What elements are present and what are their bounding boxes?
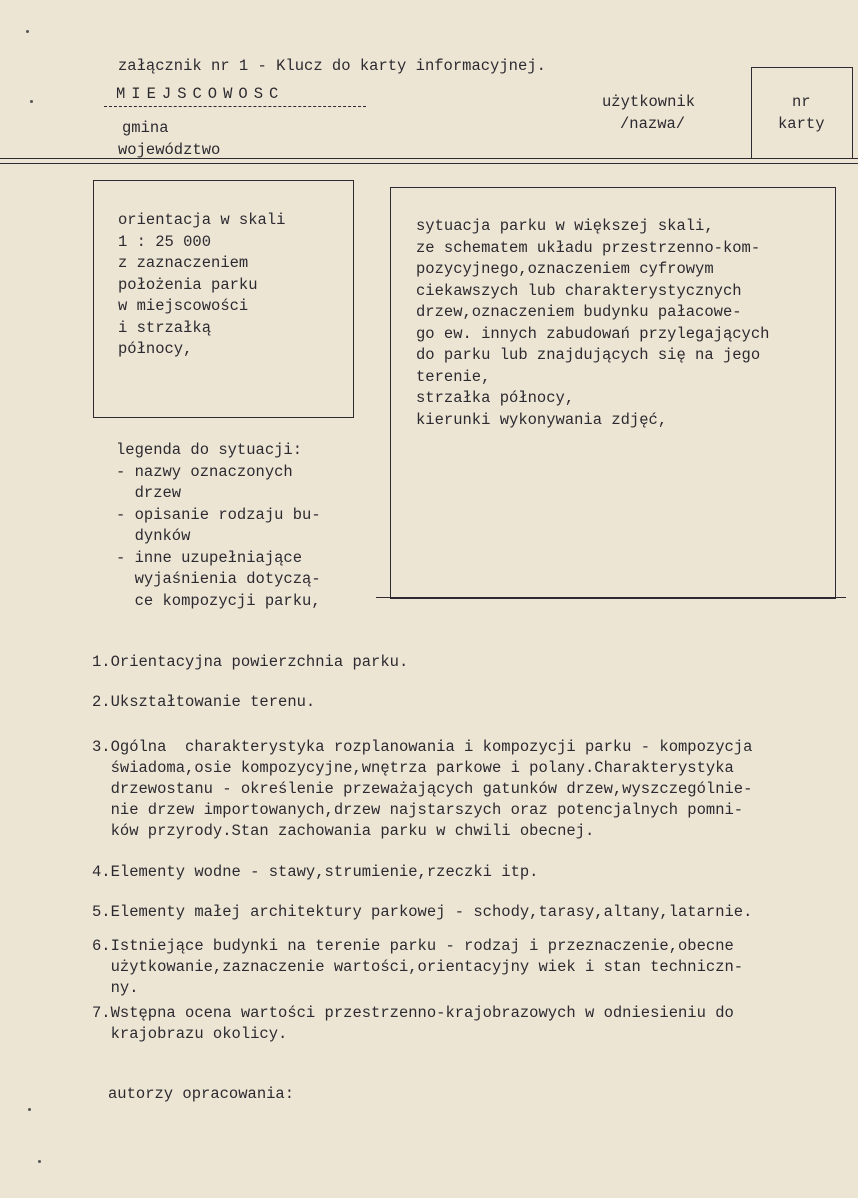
situation-line: do parku lub znajdujących się na jego bbox=[416, 346, 761, 364]
wojewodztwo-label: województwo bbox=[118, 141, 221, 159]
legend-line: - nazwy oznaczonych bbox=[116, 462, 293, 481]
situation-line: ciekawszych lub charakterystycznych bbox=[416, 281, 742, 300]
item-4: 4.Elementy wodne - stawy,strumienie,rzeczki itp. bbox=[92, 863, 539, 881]
legend-line: - inne uzupełniające bbox=[116, 548, 303, 567]
item-3-line: 3.Ogólna charakterystyka rozplanowania i kompozycji parku - kompozycja bbox=[92, 738, 753, 756]
item-6-line: 6.Istniejące budynki na terenie parku - rodzaj i przeznaczenie,obecne bbox=[92, 937, 734, 955]
orientation-line: położenia parku bbox=[118, 275, 258, 294]
situation-line: kierunki wykonywania zdjęć, bbox=[416, 410, 668, 429]
place-underline bbox=[104, 106, 366, 107]
header-divider bbox=[0, 158, 858, 159]
situation-line: go ew. innych zabudowań przylegających bbox=[416, 324, 770, 343]
card-number-label-2: karty bbox=[778, 115, 825, 133]
place-label: MIEJSCOWOSC bbox=[116, 85, 285, 103]
user-label: użytkownik bbox=[602, 93, 696, 111]
item-3-line: świadoma,osie kompozycyjne,wnętrza parkowe i polany.Charakterystyka bbox=[92, 759, 734, 777]
item-5: 5.Elementy małej architektury parkowej - schody,tarasy,altany,latarnie. bbox=[92, 903, 753, 921]
legend-line: wyjaśnienia dotyczą- bbox=[116, 570, 321, 588]
legend-line: drzew bbox=[116, 484, 182, 502]
orientation-line: w miejscowości bbox=[118, 297, 249, 315]
item-1: 1.Orientacyjna powierzchnia parku. bbox=[92, 653, 409, 671]
orientation-line: 1 : 25 000 bbox=[118, 232, 212, 251]
document-title: załącznik nr 1 - Klucz do karty informacyjnej. bbox=[118, 57, 546, 75]
header-divider-2 bbox=[0, 163, 858, 164]
user-name-label: /nazwa/ bbox=[620, 115, 686, 133]
item-3-line: ków przyrody.Stan zachowania parku w chwili obecnej. bbox=[92, 822, 595, 840]
card-number-box bbox=[751, 67, 853, 159]
situation-line: pozycyjnego,oznaczeniem cyfrowym bbox=[416, 260, 714, 278]
margin-mark bbox=[26, 30, 29, 33]
item-6-line: użytkowanie,zaznaczenie wartości,orientacyjny wiek i stan techniczn- bbox=[92, 958, 744, 976]
situation-line: terenie, bbox=[416, 367, 491, 386]
authors-label: autorzy opracowania: bbox=[108, 1085, 295, 1103]
margin-mark bbox=[30, 100, 33, 103]
card-number-label: nr bbox=[792, 93, 811, 111]
orientation-line: z zaznaczeniem bbox=[118, 254, 249, 272]
item-7-line: 7.Wstępna ocena wartości przestrzenno-krajobrazowych w odniesieniu do bbox=[92, 1004, 734, 1022]
situation-box-extend bbox=[376, 597, 846, 598]
legend-line: ce kompozycji parku, bbox=[116, 591, 321, 610]
item-7-line: krajobrazu okolicy. bbox=[92, 1025, 288, 1043]
gmina-label: gmina bbox=[122, 119, 169, 137]
legend-line: - opisanie rodzaju bu- bbox=[116, 505, 321, 524]
item-2: 2.Ukształtowanie terenu. bbox=[92, 693, 316, 711]
item-3-line: drzewostanu - określenie przeważających gatunków drzew,wyszczególnie- bbox=[92, 780, 753, 798]
situation-line: ze schematem układu przestrzenno-kom- bbox=[416, 238, 761, 257]
situation-line: drzew,oznaczeniem budynku pałacowe- bbox=[416, 303, 742, 321]
orientation-line: północy, bbox=[118, 340, 193, 358]
orientation-line: i strzałką bbox=[118, 318, 212, 337]
orientation-line: orientacja w skali bbox=[118, 211, 286, 229]
legend-line: dynków bbox=[116, 527, 191, 545]
item-3-line: nie drzew importowanych,drzew najstarszych oraz potencjalnych pomni- bbox=[92, 801, 744, 819]
margin-mark bbox=[38, 1160, 41, 1163]
item-6-line: ny. bbox=[92, 979, 139, 997]
margin-mark bbox=[28, 1108, 31, 1111]
legend-title: legenda do sytuacji: bbox=[116, 441, 303, 459]
situation-line: strzałka północy, bbox=[416, 389, 575, 407]
situation-line: sytuacja parku w większej skali, bbox=[416, 217, 714, 235]
